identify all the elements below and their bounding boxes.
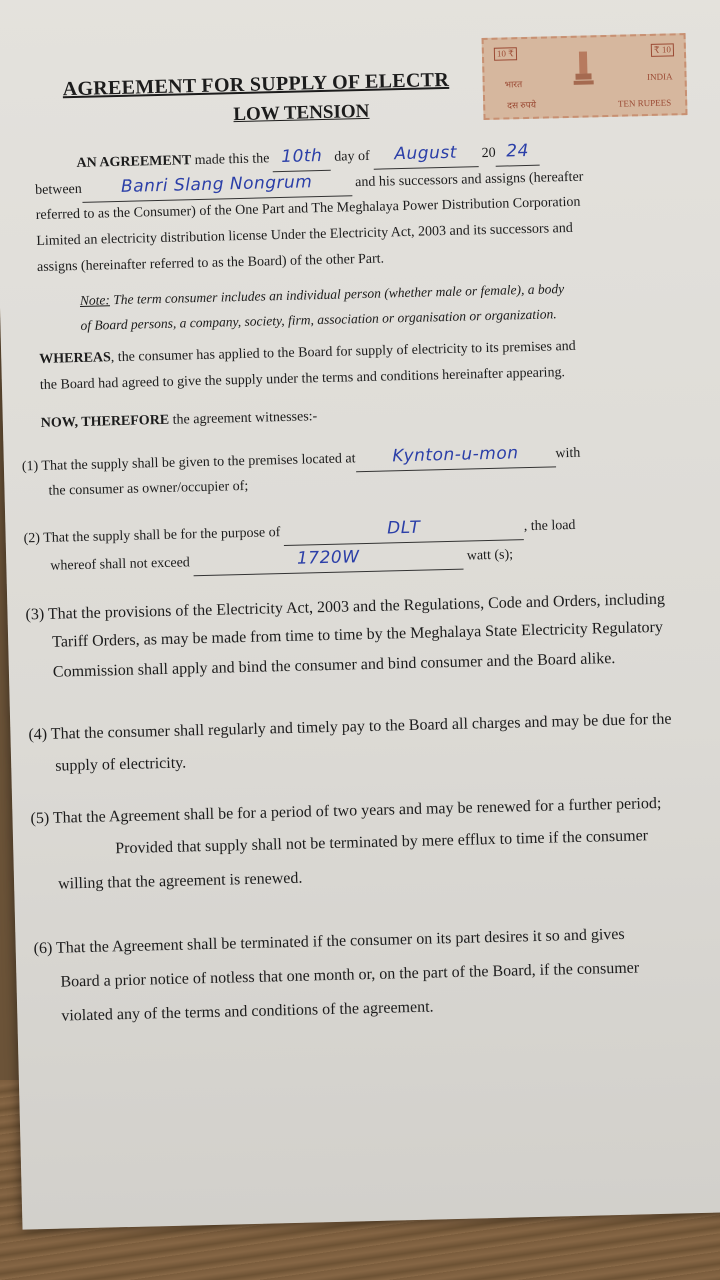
clause-5-line-1: (5) That the Agreement shall be for a period of two years and may be renewed for a further period; xyxy=(30,794,662,828)
clause-5-line-3: willing that the agreement is renewed. xyxy=(57,869,303,893)
year-field xyxy=(495,139,540,167)
now-therefore-label: NOW, THEREFORE xyxy=(40,412,170,431)
stamp-value-left: 10 ₹ xyxy=(494,47,517,61)
clause-1-line-2: the consumer as owner/occupier of; xyxy=(48,478,249,499)
clause-5-line-2: Provided that supply shall not be terminated by mere efflux to time if the consumer xyxy=(115,827,649,858)
intro-line-3: referred to as the Consumer) of the One Part and The Meghalaya Power Distribution Corporation xyxy=(35,194,581,223)
consumer-name-value: Banri Slang Nongrum xyxy=(120,172,313,197)
document-title: AGREEMENT FOR SUPPLY OF ELECTR xyxy=(62,68,450,101)
clause-3-line-3: Commission shall apply and bind the consumer and bind consumer and the Board alike. xyxy=(52,649,616,681)
whereas-text-1: , the consumer has applied to the Board for supply of electricity to its premises and xyxy=(110,338,576,366)
clause-2-text-d: watt (s); xyxy=(466,547,514,564)
lion-emblem-icon xyxy=(570,49,597,90)
clause-4-line-1: (4) That the consumer shall regularly and timely pay to the Board all charges and may be due for the xyxy=(28,710,672,744)
intro-line-4: Limited an electricity distribution license Under the Electricity Act, 2003 and its successors and xyxy=(36,220,573,249)
note-line-2: of Board persons, a company, society, firm, association or organisation or organization. xyxy=(80,306,557,333)
clause-4-line-2: supply of electricity. xyxy=(55,754,187,775)
month-field xyxy=(373,140,479,170)
load-value: 1720W xyxy=(296,547,360,569)
now-therefore-text: the agreement witnesses:- xyxy=(169,409,318,428)
clause-3-line-1: (3) That the provisions of the Electricity Act, 2003 and the Regulations, Code and Orders, including xyxy=(25,590,666,624)
document-subtitle: LOW TENSION xyxy=(233,100,370,126)
agreement-label: AN AGREEMENT xyxy=(76,153,192,171)
between-text: between xyxy=(34,181,82,199)
stamp-denomination-hindi: दस रुपये xyxy=(507,99,537,111)
clause-1-text-b: with xyxy=(555,445,581,462)
clause-2-text-c: whereof shall not exceed xyxy=(50,555,191,574)
clause-1-text-a: (1) That the supply shall be given to the premises located at xyxy=(21,451,356,475)
clause-3-line-2: Tariff Orders, as may be made from time to time by the Meghalaya State Electricity Regulatory xyxy=(51,618,664,651)
stamp-script-text: भारत xyxy=(504,79,523,90)
now-therefore-line xyxy=(41,404,318,436)
clause-6-line-1: (6) That the Agreement shall be terminated if the consumer on its part desires it so and gives xyxy=(33,925,625,958)
clause-6-line-2: Board a prior notice of notless that one month or, on the part of the Board, if the consumer xyxy=(60,959,640,991)
whereas-label: WHEREAS xyxy=(39,350,112,367)
year-value: 24 xyxy=(506,140,530,162)
made-this-the-text: made this the xyxy=(194,151,270,169)
premises-field xyxy=(355,440,556,472)
clause-2-text-a: (2) That the supply shall be for the purpose of xyxy=(23,525,281,547)
revenue-stamp xyxy=(482,33,688,120)
day-field xyxy=(273,144,332,172)
note-text-1: The term consumer includes an individual person (whether male or female), a body xyxy=(109,281,565,308)
month-value: August xyxy=(394,142,458,165)
load-field xyxy=(193,543,464,577)
whereas-line-2: the Board had agreed to give the supply under the terms and conditions hereinafter appearing. xyxy=(39,365,566,393)
note-label: Note: xyxy=(79,292,111,308)
purpose-value: DLT xyxy=(386,517,421,539)
clause-1-line-1 xyxy=(22,440,581,481)
day-value: 10th xyxy=(281,145,323,167)
stamp-value-right: ₹ 10 xyxy=(651,43,674,57)
stamp-denomination: TEN RUPEES xyxy=(617,97,672,109)
year-prefix: 20 xyxy=(481,145,496,162)
stamp-country: INDIA xyxy=(646,71,673,83)
clause-6-line-3: violated any of the terms and conditions of the agreement. xyxy=(61,998,434,1025)
intro-line-5: assigns (hereinafter referred to as the Board) of the other Part. xyxy=(36,251,385,275)
successors-text: and his successors and assigns (hereafter xyxy=(355,169,584,191)
clause-2-text-b: , the load xyxy=(523,517,576,535)
premises-value: Kynton-u-mon xyxy=(392,443,519,467)
day-of-text: day of xyxy=(334,148,370,165)
